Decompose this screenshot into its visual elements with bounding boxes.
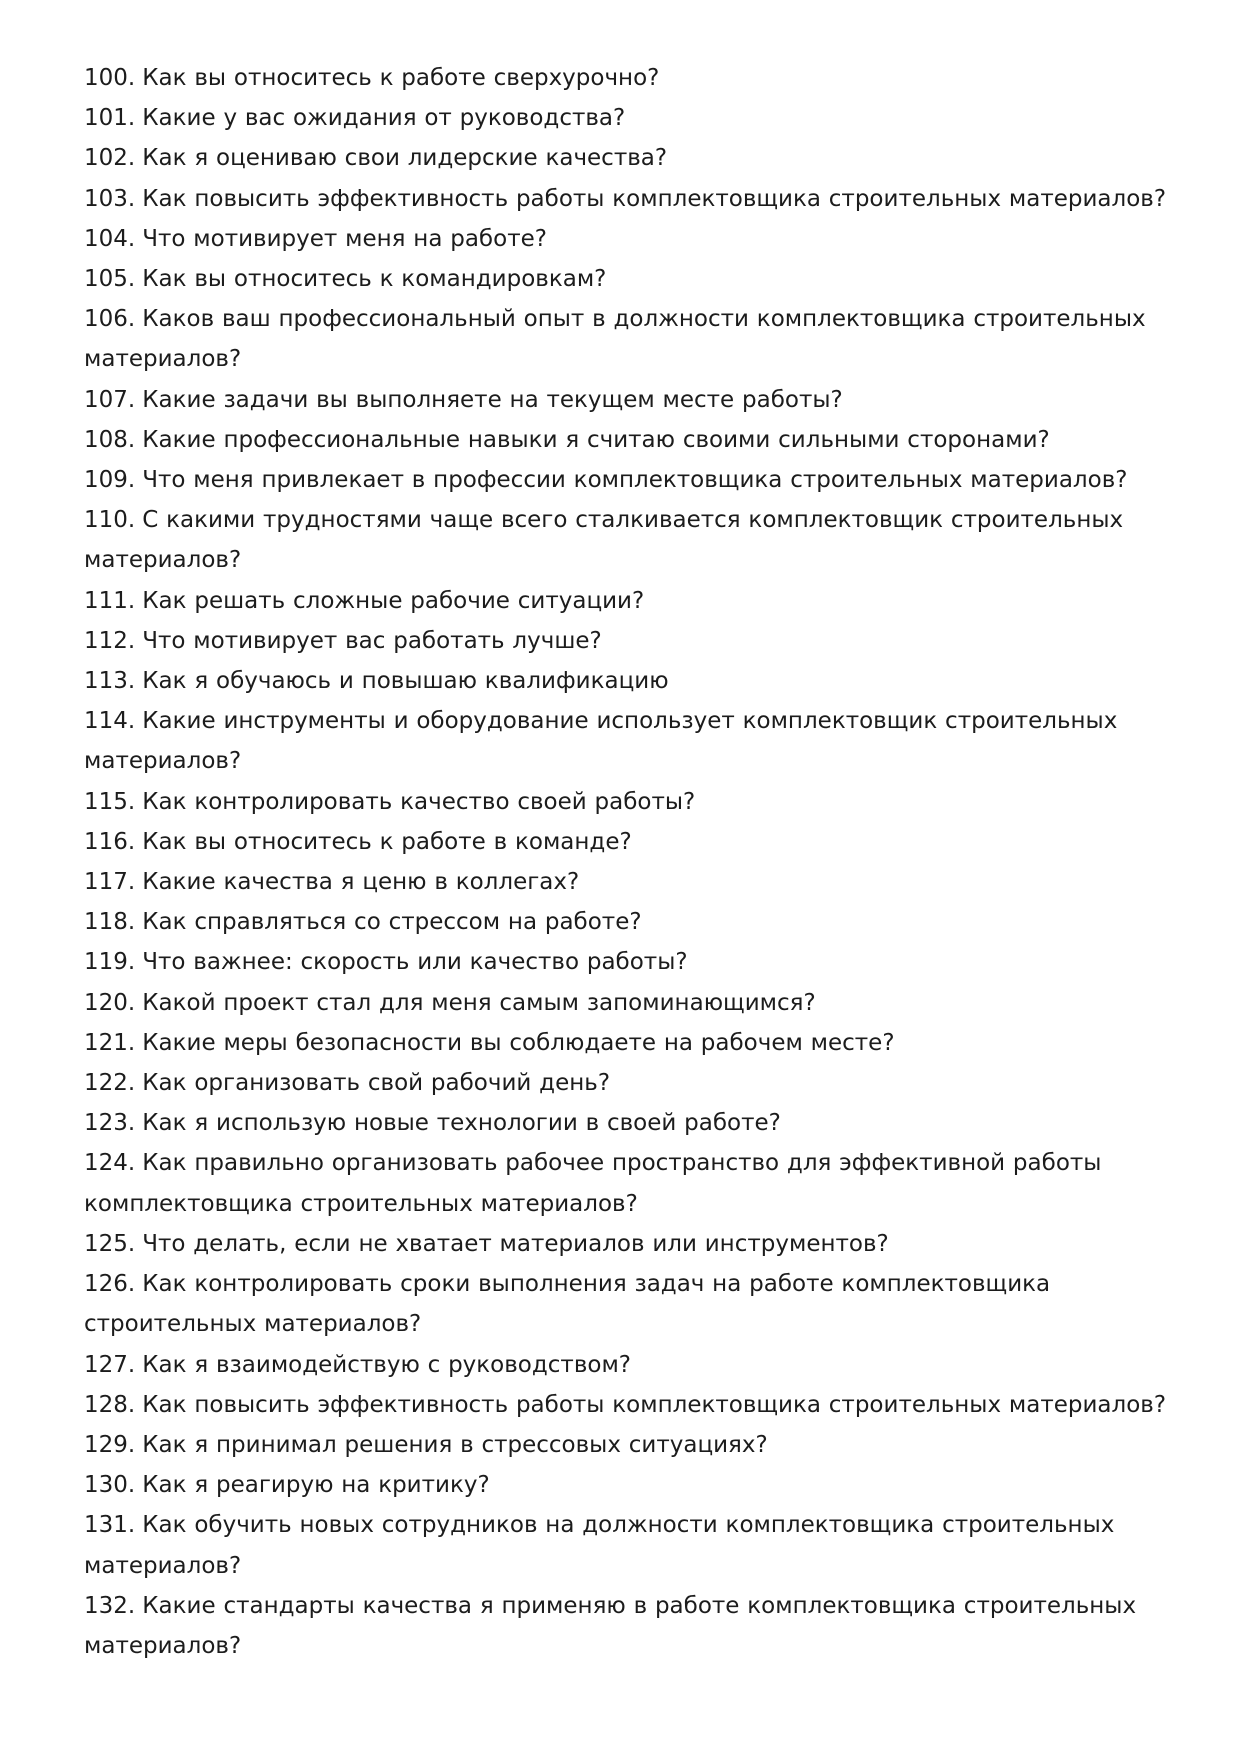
question-number: 112. [84,627,136,654]
question-number: 113. [84,668,136,695]
question-item [84,219,1174,259]
question-number: 103. [84,185,136,212]
question-number: 116. [84,828,136,855]
question-number: 132. [84,1592,136,1619]
question-number: 100. [84,65,136,91]
question-text: Как я использую новые технологии в своей работе? [142,1110,781,1137]
question-item [84,299,1174,379]
question-text: Как повысить эффективность работы комплектовщика строительных материалов? [142,1391,1167,1418]
question-item [84,661,1174,701]
question-text: Как организовать свой рабочий день? [142,1070,611,1097]
question-item [84,1023,1174,1063]
question-text: Какие меры безопасности вы соблюдаете на рабочем месте? [142,1029,895,1056]
question-item [84,1103,1174,1143]
question-text: Какой проект стал для меня самым запоминающимся? [142,989,816,1016]
question-item [84,460,1174,500]
question-item [84,782,1174,822]
question-list [84,58,1174,1666]
question-item [84,862,1174,902]
question-text: Как обучить новых сотрудников на должности комплектовщика строительных материалов? [84,1512,1115,1579]
question-item [84,58,1174,98]
question-number: 115. [84,788,136,815]
question-number: 106. [84,306,136,333]
question-text: Как вы относитесь к работе сверхурочно? [142,65,660,91]
question-number: 120. [84,989,136,1016]
question-text: Как вы относитесь к работе в команде? [142,828,632,855]
question-number: 119. [84,949,136,976]
question-item [84,1425,1174,1465]
question-number: 108. [84,426,136,453]
question-item [84,1505,1174,1585]
question-text: Как контролировать качество своей работы? [142,788,696,815]
question-number: 110. [84,507,136,534]
question-item [84,1385,1174,1425]
question-text: Как контролировать сроки выполнения задач на работе комплектовщика строительных материалов? [84,1271,1051,1338]
question-item [84,1345,1174,1385]
question-number: 111. [84,587,136,614]
question-number: 101. [84,105,136,132]
question-text: Как правильно организовать рабочее пространство для эффективной работы комплектовщика строительных материалов? [84,1150,1102,1217]
question-number: 105. [84,266,136,293]
question-number: 125. [84,1230,136,1257]
question-number: 124. [84,1150,136,1177]
question-number: 114. [84,708,136,735]
question-text: Что мотивирует меня на работе? [142,225,547,252]
question-number: 127. [84,1351,136,1378]
question-text: Как я оцениваю свои лидерские качества? [142,145,668,172]
question-text: Какие качества я ценю в коллегах? [142,869,580,896]
question-text: Как я принимал решения в стрессовых ситуациях? [142,1431,768,1458]
question-number: 131. [84,1512,136,1539]
question-item [84,1224,1174,1264]
question-number: 102. [84,145,136,172]
question-text: Как я реагирую на критику? [142,1472,490,1499]
question-number: 122. [84,1070,136,1097]
question-number: 109. [84,467,136,494]
question-text: Как решать сложные рабочие ситуации? [142,587,645,614]
question-item [84,1063,1174,1103]
question-number: 117. [84,869,136,896]
question-item [84,1143,1174,1223]
question-item [84,822,1174,862]
question-text: Какие задачи вы выполняете на текущем месте работы? [142,386,843,413]
question-text: Как повысить эффективность работы комплектовщика строительных материалов? [142,185,1167,212]
question-text: Что важнее: скорость или качество работы? [142,949,688,976]
question-item [84,179,1174,219]
question-item [84,138,1174,178]
question-number: 130. [84,1472,136,1499]
question-item [84,581,1174,621]
question-item [84,983,1174,1023]
question-item [84,420,1174,460]
document-page [84,58,1174,1666]
question-number: 129. [84,1431,136,1458]
question-text: Какие профессиональные навыки я считаю своими сильными сторонами? [142,426,1050,453]
question-item [84,942,1174,982]
question-text: Как я взаимодействую с руководством? [142,1351,632,1378]
question-item [84,380,1174,420]
question-item [84,1264,1174,1344]
question-item [84,1465,1174,1505]
question-text: Как я обучаюсь и повышаю квалификацию [142,668,669,695]
question-text: С какими трудностями чаще всего сталкивается комплектовщик строительных материалов? [84,507,1124,574]
question-item [84,1586,1174,1666]
question-text: Какие у вас ожидания от руководства? [142,105,626,132]
question-text: Какие стандарты качества я применяю в работе комплектовщика строительных материалов? [84,1592,1137,1659]
question-text: Что меня привлекает в профессии комплектовщика строительных материалов? [142,467,1128,494]
question-text: Что делать, если не хватает материалов или инструментов? [142,1230,889,1257]
question-item [84,902,1174,942]
question-number: 118. [84,909,136,936]
question-number: 121. [84,1029,136,1056]
question-text: Как справляться со стрессом на работе? [142,909,642,936]
question-text: Что мотивирует вас работать лучше? [142,627,602,654]
question-number: 126. [84,1271,136,1298]
question-item [84,259,1174,299]
question-item [84,500,1174,580]
question-item [84,98,1174,138]
question-text: Как вы относитесь к командировкам? [142,266,607,293]
question-item [84,621,1174,661]
question-number: 128. [84,1391,136,1418]
question-number: 107. [84,386,136,413]
question-text: Каков ваш профессиональный опыт в должности комплектовщика строительных материалов? [84,306,1146,373]
question-text: Какие инструменты и оборудование использует комплектовщик строительных материалов? [84,708,1118,775]
question-item [84,701,1174,781]
question-number: 123. [84,1110,136,1137]
question-number: 104. [84,225,136,252]
